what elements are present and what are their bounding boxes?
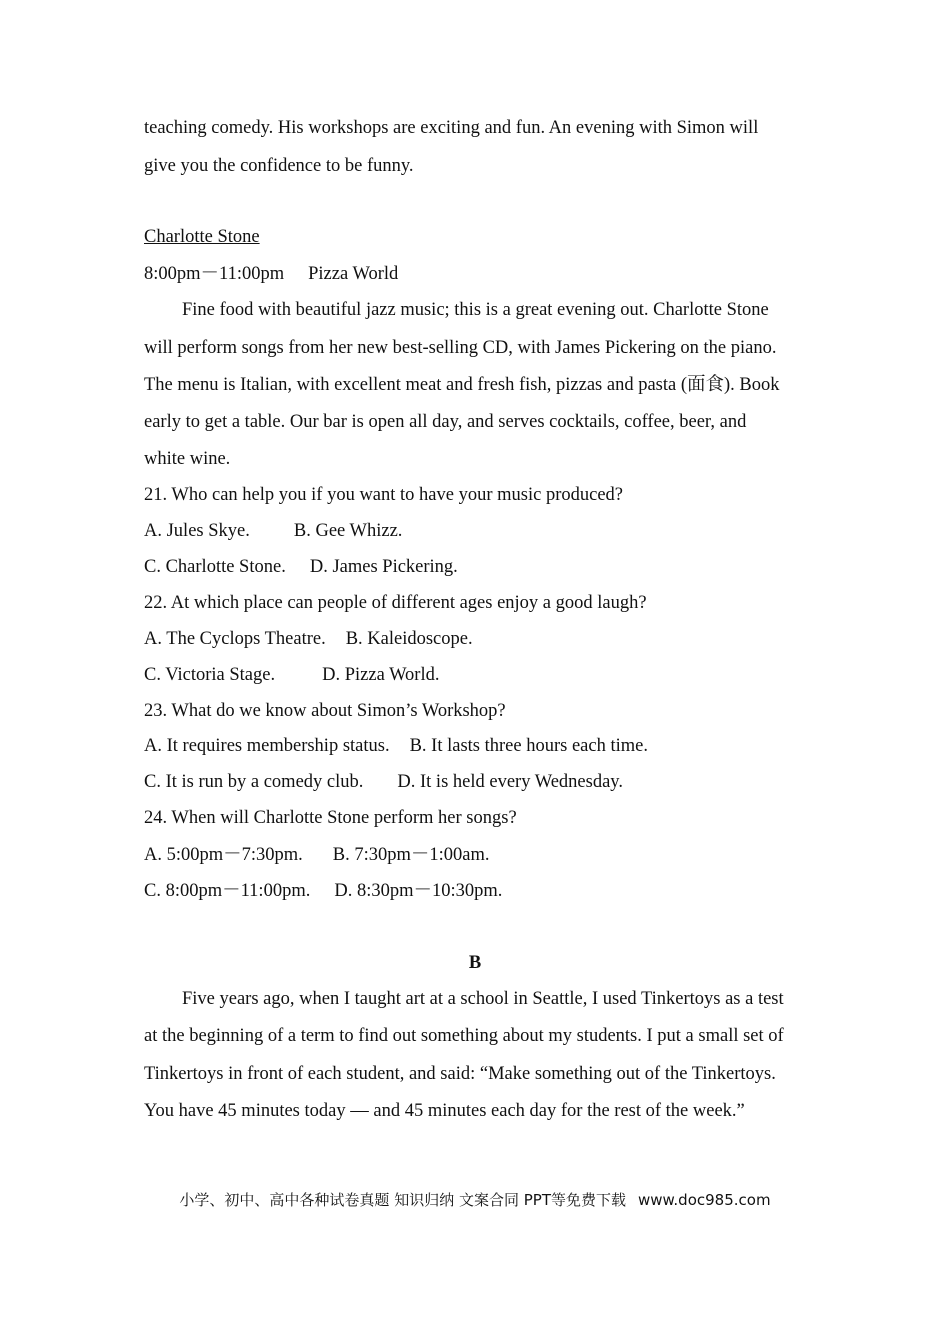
option-23-d: D. It is held every Wednesday. (397, 772, 623, 792)
event-venue: Pizza World (308, 264, 399, 284)
option-24-b: B. 7:30pm－1:00am. (332, 845, 490, 865)
passage-b-line-1: Five years ago, when I taught art at a school in Seattle, I used Tinkertoys as a test (182, 989, 784, 1009)
event-desc-line-4: early to get a table. Our bar is open all day, and serves cocktails, coffee, beer, and (144, 412, 747, 432)
event-desc-line-3: The menu is Italian, with excellent meat and fresh fish, pizzas and pasta (面食). Book (144, 375, 780, 395)
option-22-a: A. The Cyclops Theatre. (144, 629, 326, 649)
option-21-b: B. Gee Whizz. (293, 521, 403, 541)
intro-line-2: give you the confidence to be funny. (144, 156, 414, 176)
question-24-stem: 24. When will Charlotte Stone perform her songs? (144, 808, 517, 828)
question-22-options-row-2 (144, 663, 439, 687)
question-21-options-row-2 (144, 555, 458, 579)
question-22-stem: 22. At which place can people of different ages enjoy a good laugh? (144, 593, 647, 613)
intro-line-1: teaching comedy. His workshops are exciting and fun. An evening with Simon will (144, 118, 759, 138)
option-21-d: D. James Pickering. (309, 557, 458, 577)
option-23-b: B. It lasts three hours each time. (409, 736, 648, 756)
option-23-c: C. It is run by a comedy club. (144, 772, 364, 792)
option-24-c: C. 8:00pm－11:00pm. (144, 881, 311, 901)
option-21-c: C. Charlotte Stone. (144, 557, 286, 577)
option-24-d: D. 8:30pm－10:30pm. (334, 881, 503, 901)
passage-b-line-2: at the beginning of a term to find out something about my students. I put a small set of (144, 1026, 784, 1046)
section-heading-b: B (468, 953, 482, 973)
question-23-options-row-2 (144, 770, 623, 794)
question-21-stem: 21. Who can help you if you want to have your music produced? (144, 485, 623, 505)
question-23-stem: 23. What do we know about Simon’s Workshop? (144, 701, 506, 721)
option-23-a: A. It requires membership status. (144, 736, 390, 756)
option-21-a: A. Jules Skye. (144, 521, 250, 541)
option-22-b: B. Kaleidoscope. (345, 629, 473, 649)
passage-b-line-3: Tinkertoys in front of each student, and said: “Make something out of the Tinkertoys. (144, 1064, 776, 1084)
event-desc-line-1: Fine food with beautiful jazz music; this is a great evening out. Charlotte Stone (182, 300, 769, 320)
event-desc-line-5: white wine. (144, 449, 231, 469)
option-24-a: A. 5:00pm－7:30pm. (144, 845, 303, 865)
question-23-options-row-1 (144, 734, 648, 758)
event-desc-line-2: will perform songs from her new best-selling CD, with James Pickering on the piano. (144, 338, 777, 358)
passage-b-line-4: You have 45 minutes today — and 45 minutes each day for the rest of the week.” (144, 1101, 745, 1121)
option-22-d: D. Pizza World. (322, 665, 440, 685)
page-footer (0, 1188, 950, 1212)
event-time: 8:00pm－11:00pm (144, 264, 285, 284)
footer-text: 小学、初中、高中各种试卷真题 知识归纳 文案合同 PPT等免费下载 (179, 1191, 626, 1209)
option-22-c: C. Victoria Stage. (144, 665, 276, 685)
question-24-options-row-2 (144, 879, 502, 903)
question-21-options-row-1 (144, 519, 402, 543)
event-name: Charlotte Stone (144, 227, 260, 247)
question-22-options-row-1 (144, 627, 473, 651)
footer-site-link[interactable]: www.doc985.com (637, 1191, 771, 1209)
event-time-venue (144, 262, 398, 286)
question-24-options-row-1 (144, 843, 490, 867)
